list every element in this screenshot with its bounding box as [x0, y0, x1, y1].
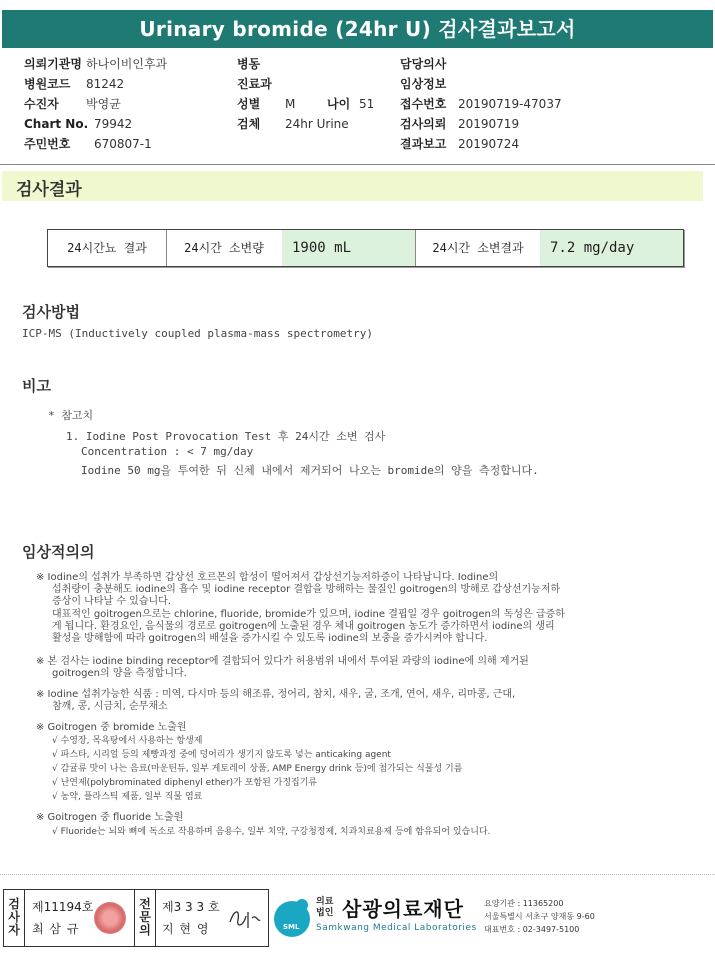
examiner-license: 제11194호 [32, 900, 94, 914]
contact-line: 대표번호 : 02-3497-5100 [484, 925, 580, 934]
ward-label: 병동 [237, 57, 261, 71]
clinical-bullet: √ 감귤류 맛이 나는 음료(마운틴듀, 일부 게토레이 상품, AMP Energy drink 등)에 첨가되는 식물성 기름 [52, 764, 463, 774]
clinical-text: goitrogen의 양을 측정합니다. [52, 668, 187, 679]
contact-line: 요양기관 : 11365200 [484, 899, 564, 908]
header-label: 주민번호 [24, 137, 71, 151]
remarks-title: 비고 [22, 377, 51, 395]
header-column-2 [237, 54, 374, 134]
org-prefix-line: 의료 [316, 897, 334, 907]
header-value: 하나이비인후과 [86, 57, 168, 71]
divider [155, 890, 156, 946]
patient-info-table [0, 52, 715, 165]
footer-divider [0, 874, 715, 875]
clinical-text: 게 됩니다. 환경요인, 음식물의 경로로 goitrogen에 노출된 경우 체내 goitrogen 농도가 증가하면서 iodine의 생리 [52, 621, 555, 632]
header-value: 81242 [86, 77, 125, 91]
specialist-vertical-label: 전문의 [139, 897, 151, 937]
header-label: 수진자 [24, 97, 59, 111]
result-table [47, 229, 684, 267]
seal-stamp [94, 902, 126, 934]
report-title: Urinary bromide (24hr U) 검사결과보고서 [2, 10, 713, 48]
clinical-subtitle: ※ Goitrogen 중 bromide 노출원 [36, 722, 187, 733]
clinical-bullet: √ 파스타, 시리얼 등의 제빵과정 중에 덩어리가 생기지 않도록 넣는 anticaking agent [52, 750, 391, 760]
clinical-text: 증상이 나타날 수 있습니다. [52, 596, 171, 607]
clinical-bullet: √ Fluoride는 뇌와 뼈에 독소로 작용하며 음용수, 일부 치약, 구강청정제, 치과치료용제 등에 함유되어 있습니다. [52, 827, 491, 837]
header-label: 의뢰기관명 [24, 57, 82, 71]
org-contact [484, 897, 595, 936]
reference-line: Concentration : < 7 mg/day [81, 445, 254, 458]
header-value: 20190719 [458, 117, 520, 131]
logo-text: SML [283, 923, 300, 931]
organization-block [270, 889, 715, 945]
sml-logo-icon [272, 895, 312, 939]
dept-label: 진료과 [237, 77, 272, 91]
divider [134, 890, 135, 946]
specialist-name: 지 현 영 [162, 922, 210, 936]
org-name: 삼광의료재단 [342, 897, 464, 921]
specimen-value: 24hr Urine [285, 117, 349, 131]
clinical-bullet: √ 농약, 플라스틱 제품, 일부 직물 염료 [52, 792, 203, 802]
clinical-text: 대표적인 goitrogen으로는 chlorine, fluoride, bromide가 있으며, iodine 결핍일 경우 goitrogen의 독성은 급증하 [52, 609, 565, 620]
header-value: 79942 [94, 117, 133, 131]
sex-value: M [285, 97, 296, 111]
header-value: 박영균 [86, 97, 121, 111]
org-prefix [316, 897, 333, 919]
result-cell-result-value: 7.2 mg/day [540, 230, 683, 266]
clinical-text: ※ 본 검사는 iodine binding receptor에 결합되어 있다가 허용범위 내에서 투여된 과량의 iodine에 의해 제거된 [36, 656, 529, 667]
clinical-subtitle: ※ Goitrogen 중 fluoride 노출원 [36, 812, 184, 823]
header-value: 20190724 [458, 137, 520, 151]
header-value: 20190719-47037 [458, 97, 562, 111]
header-label: 임상정보 [400, 77, 447, 91]
result-section-title: 검사결과 [16, 180, 82, 200]
age-label: 나이 [327, 97, 351, 111]
result-cell-type: 24시간뇨 결과 [48, 230, 167, 266]
contact-line: 서울특별시 서초구 양재동 9-60 [484, 912, 595, 921]
signature-box [3, 889, 269, 947]
header-column-1 [24, 54, 167, 154]
clinical-text: 참깨, 콩, 시금치, 순무채소 [52, 701, 168, 712]
result-cell-volume-label: 24시간 소변량 [166, 230, 283, 266]
divider [24, 890, 25, 946]
header-column-3 [400, 54, 562, 154]
header-label: 접수번호 [400, 97, 447, 111]
result-cell-result-label: 24시간 소변결과 [416, 230, 541, 266]
examiner-vertical-label: 검사자 [8, 897, 20, 937]
clinical-title: 임상적의의 [22, 543, 95, 561]
header-label: 병원코드 [24, 77, 71, 91]
header-label: Chart No. [24, 117, 89, 131]
clinical-bullet: √ 난연제(polybrominated diphenyl ether)가 포함된 가정집기류 [52, 778, 318, 788]
method-text: ICP-MS (Inductively coupled plasma-mass spectrometry) [22, 327, 373, 340]
result-cell-volume-value: 1900 mL [282, 230, 416, 266]
specimen-label: 검체 [237, 117, 261, 131]
clinical-text: ※ Iodine의 섭취가 부족하면 갑상선 호르몬의 합성이 떨어져서 갑상선기능저하증이 나타납니다. Iodine의 [36, 572, 499, 583]
method-title: 검사방법 [22, 303, 80, 321]
clinical-bullet: √ 수영장, 목욕탕에서 사용하는 항생제 [52, 736, 203, 746]
reference-line: Iodine 50 mg을 투여한 뒤 신체 내에서 제거되어 나오는 bromide의 양을 측정합니다. [81, 464, 539, 477]
result-section-header [2, 171, 703, 201]
clinical-text: 활성을 방해함에 따라 goitrogen의 배설을 증가시킬 수 있도록 iodine의 보충을 증가시켜야 합니다. [52, 633, 488, 644]
signature-icon [226, 902, 262, 934]
header-value: 670807-1 [94, 137, 152, 151]
header-label: 결과보고 [400, 137, 447, 151]
specialist-license: 제3 3 3 호 [162, 900, 220, 914]
header-label: 담당의사 [400, 57, 447, 71]
reference-line: 1. Iodine Post Provocation Test 후 24시간 소변 검사 [66, 430, 386, 443]
age-value: 51 [359, 97, 375, 111]
reference-label: * 참고치 [48, 409, 94, 422]
clinical-text: ※ Iodine 섭취가능한 식품 : 미역, 다시마 등의 해조류, 정어리, 참치, 새우, 굴, 조개, 연어, 새우, 리마콩, 근대, [36, 689, 516, 700]
org-prefix-line: 법인 [316, 908, 334, 918]
org-english-name: Samkwang Medical Laboratories [316, 923, 477, 933]
sex-label: 성별 [237, 97, 261, 111]
clinical-text: 섭취량이 충분해도 iodine의 흡수 및 iodine receptor 결합을 방해하는 물질인 goitrogen의 방해로 갑상선기능저하 [52, 584, 561, 595]
header-label: 검사의뢰 [400, 117, 447, 131]
examiner-name: 최 삼 규 [32, 922, 80, 936]
